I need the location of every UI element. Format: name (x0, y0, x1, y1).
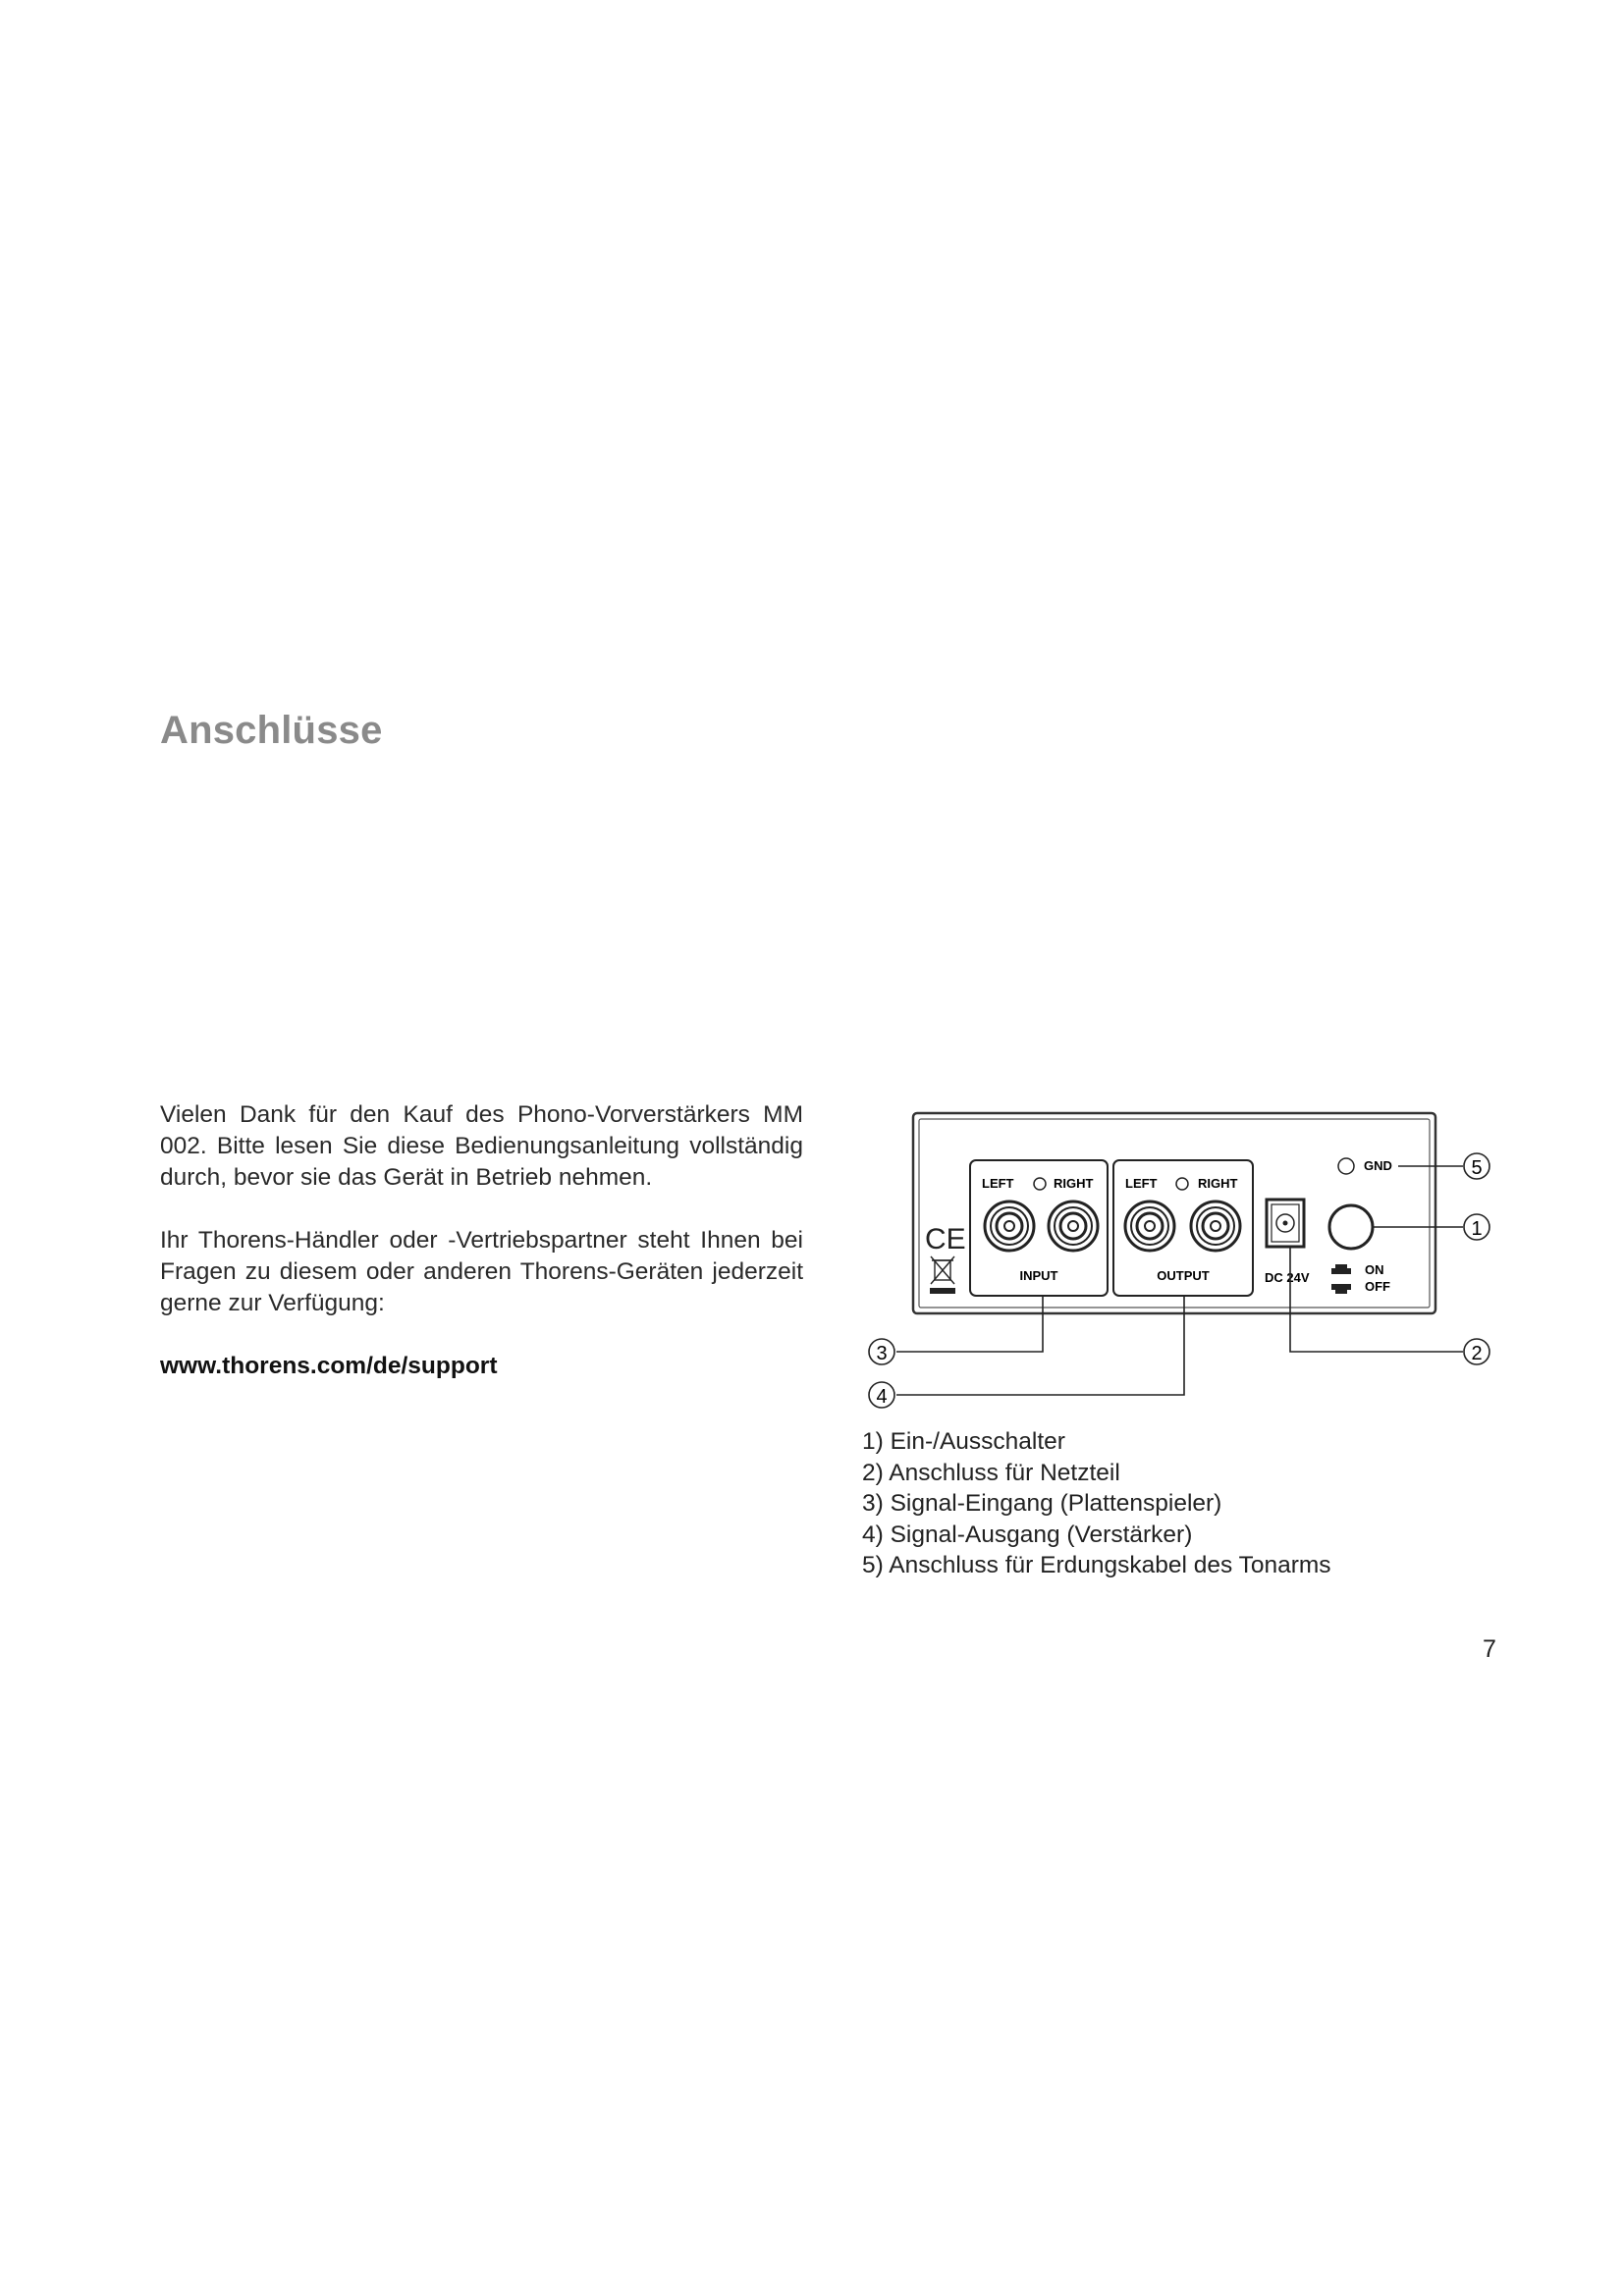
output-right-label: RIGHT (1198, 1176, 1238, 1191)
page-number: 7 (1483, 1635, 1496, 1663)
output-left-label: LEFT (1125, 1176, 1158, 1191)
page-title: Anschlüsse (160, 709, 383, 752)
rear-panel-diagram (850, 1099, 1518, 1414)
svg-text:5: 5 (1471, 1157, 1483, 1179)
legend-item: 4) Signal-Ausgang (Verstärker) (862, 1521, 1193, 1548)
callout-2 (1464, 1339, 1489, 1364)
callout-5 (1464, 1153, 1489, 1179)
svg-text:2: 2 (1471, 1343, 1483, 1364)
callout-3 (869, 1339, 894, 1364)
input-label: INPUT (1019, 1268, 1058, 1283)
switch-off-label: OFF (1365, 1279, 1390, 1294)
gnd-label: GND (1364, 1158, 1392, 1173)
dc-label: DC 24V (1265, 1270, 1310, 1285)
input-right-label: RIGHT (1054, 1176, 1094, 1191)
callout-4 (869, 1382, 894, 1408)
power-switch-button[interactable] (1329, 1205, 1373, 1249)
svg-text:4: 4 (876, 1386, 888, 1408)
legend-item: 2) Anschluss für Netzteil (862, 1459, 1120, 1486)
intro-paragraph-dealer: Ihr Thorens-Händler oder -Vertriebspartner steht Ihnen bei Fragen zu diesem oder anderen Thorens-Geräten jederzeit gerne zur Verfügung: (160, 1227, 803, 1316)
output-label: OUTPUT (1157, 1268, 1210, 1283)
input-left-label: LEFT (982, 1176, 1014, 1191)
switch-on-label: ON (1365, 1262, 1384, 1277)
legend-item: 3) Signal-Eingang (Plattenspieler) (862, 1490, 1222, 1518)
legend-item: 5) Anschluss für Erdungskabel des Tonarms (862, 1552, 1331, 1579)
ce-mark: CE (925, 1223, 966, 1255)
connection-legend (862, 1426, 1331, 1581)
svg-text:1: 1 (1471, 1218, 1483, 1240)
support-link[interactable]: www.thorens.com/de/support (160, 1353, 498, 1379)
legend-item: 1) Ein-/Ausschalter (862, 1428, 1065, 1455)
callout-1 (1464, 1214, 1489, 1240)
intro-text (160, 1099, 803, 1414)
intro-paragraph-thanks: Vielen Dank für den Kauf des Phono-Vorverstärkers MM 002. Bitte lesen Sie diese Bedienungsanleitung vollständig durch, bevor sie das Gerät in Betrieb nehmen. (160, 1101, 803, 1191)
svg-text:3: 3 (876, 1343, 888, 1364)
